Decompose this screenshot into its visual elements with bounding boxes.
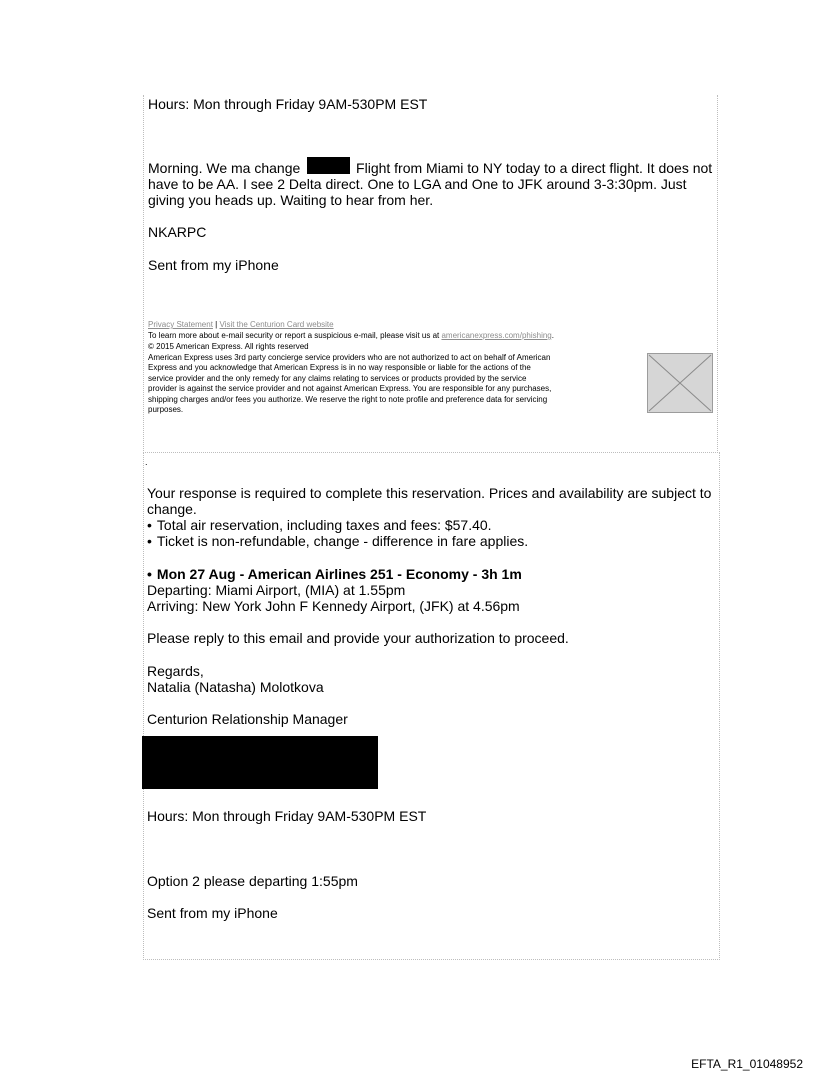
sender-title: Centurion Relationship Manager bbox=[147, 711, 348, 727]
centurion-website-link[interactable]: Visit the Centurion Card website bbox=[219, 320, 334, 329]
disclaimer-line: purposes. bbox=[148, 405, 184, 415]
copyright: © 2015 American Express. All rights reserved bbox=[148, 342, 309, 351]
reservation-hours: Hours: Mon through Friday 9AM-530PM EST bbox=[147, 808, 427, 824]
security-period: . bbox=[551, 331, 554, 340]
reply-sent-from: Sent from my iPhone bbox=[147, 905, 278, 921]
quoted-body-line-2: have to be AA. I see 2 Delta direct. One to LGA and One to JFK around 3-3:30pm. Just bbox=[148, 176, 687, 192]
sender-name: Natalia (Natasha) Molotkova bbox=[147, 679, 324, 695]
security-notice bbox=[148, 331, 554, 341]
departing-info: Departing: Miami Airport, (MIA) at 1.55pm bbox=[147, 582, 406, 598]
redaction-box bbox=[307, 157, 350, 174]
phishing-link[interactable]: americanexpress.com/phishing bbox=[441, 331, 552, 340]
total-fare-text: Total air reservation, including taxes and fees: $57.40. bbox=[156, 517, 492, 533]
flight-title bbox=[147, 566, 522, 583]
disclaimer-line: provider is against the service provider and not against American Express. You are responsible for any purchases, bbox=[148, 384, 552, 394]
quoted-body-line-1 bbox=[148, 160, 712, 177]
quoted-body-part1: Morning. We ma change bbox=[148, 160, 301, 176]
flight-title-text: Mon 27 Aug - American Airlines 251 - Economy - 3h 1m bbox=[156, 566, 522, 582]
security-text: To learn more about e-mail security or report a suspicious e-mail, please visit us at bbox=[148, 331, 440, 340]
regards: Regards, bbox=[147, 663, 204, 679]
quoted-body-line-3: giving you heads up. Waiting to hear from her. bbox=[148, 192, 434, 208]
refund-policy-text: Ticket is non-refundable, change - difference in fare applies. bbox=[156, 533, 529, 549]
disclaimer-line: shipping charges and/or fees you authorize. We reserve the right to note profile and preference data for servicing bbox=[148, 394, 548, 404]
reservation-intro-line-2: change. bbox=[147, 501, 197, 517]
disclaimer-line: American Express uses 3rd party concierge service providers who are not authorized to act on behalf of American bbox=[148, 353, 551, 362]
bullet-total bbox=[147, 517, 492, 534]
redaction-box bbox=[142, 736, 378, 789]
disclaimer bbox=[148, 353, 643, 415]
quoted-sent-from: Sent from my iPhone bbox=[148, 257, 279, 273]
broken-image-icon bbox=[648, 354, 712, 412]
disclaimer-line: service provider and the only remedy for any claims relating to services or products provided by the service bbox=[148, 373, 527, 383]
reply-request: Please reply to this email and provide your authorization to proceed. bbox=[147, 630, 569, 646]
bullet-marker: • bbox=[147, 566, 152, 582]
quoted-hours: Hours: Mon through Friday 9AM-530PM EST bbox=[148, 96, 428, 112]
reservation-intro-line-1: Your response is required to complete this reservation. Prices and availability are subject to bbox=[147, 485, 712, 501]
privacy-statement-link[interactable]: Privacy Statement bbox=[148, 320, 213, 329]
footer-links bbox=[148, 320, 334, 330]
disclaimer-line: Express and you acknowledge that American Express is in no way responsible or liable for the actions of the bbox=[148, 363, 531, 373]
stray-dot: . bbox=[145, 457, 148, 467]
reply-text: Option 2 please departing 1:55pm bbox=[147, 873, 358, 889]
bullet-marker: • bbox=[147, 533, 152, 549]
arriving-info: Arriving: New York John F Kennedy Airport, (JFK) at 4.56pm bbox=[147, 598, 520, 614]
quoted-signature: NKARPC bbox=[148, 224, 207, 240]
bullet-refund bbox=[147, 533, 528, 550]
link-separator: | bbox=[215, 320, 218, 329]
bullet-marker: • bbox=[147, 517, 152, 533]
document-id: EFTA_R1_01048952 bbox=[691, 1057, 803, 1071]
broken-image-placeholder bbox=[647, 353, 713, 413]
quoted-body-part2: Flight from Miami to NY today to a direct flight. It does not bbox=[356, 160, 713, 176]
